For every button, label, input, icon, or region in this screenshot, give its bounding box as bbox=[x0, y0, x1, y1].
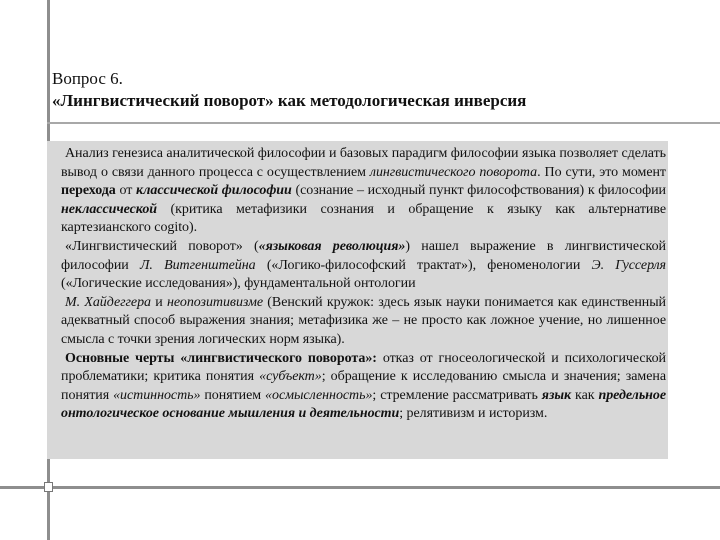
italic-term: «истинность» bbox=[113, 387, 201, 403]
bold-italic-term: неклассической bbox=[61, 201, 158, 217]
text-run: ) нашел выражение в лингвистической философии bbox=[61, 238, 666, 273]
decorative-corner-square bbox=[44, 482, 53, 492]
bold-italic-term: «языковая революция» bbox=[258, 238, 406, 254]
text-run: ; релятивизм и историзм. bbox=[399, 406, 548, 422]
topic-title: «Лингвистический поворот» как методологическая инверсия bbox=[52, 91, 527, 110]
bold-term: Основные черты «лингвистического поворота»: bbox=[65, 350, 377, 366]
italic-term: Э. Гуссерля bbox=[591, 257, 667, 273]
text-run: . По сути, это момент bbox=[537, 164, 666, 180]
slide-title bbox=[52, 68, 526, 112]
italic-term: «субъект» bbox=[259, 369, 322, 385]
bold-term: перехода bbox=[61, 183, 116, 199]
title-underline bbox=[47, 122, 720, 124]
italic-term: лингвистического поворота bbox=[369, 164, 538, 180]
paragraph-3 bbox=[61, 294, 666, 350]
text-run: как bbox=[571, 387, 599, 403]
bold-italic-term: предельное онтологическое основание мышления и деятельности bbox=[61, 387, 667, 422]
bold-italic-term: классической философии bbox=[135, 183, 292, 199]
text-run: («Логические исследования»), фундаментальной онтологии bbox=[61, 276, 416, 292]
paragraph-1 bbox=[61, 145, 666, 238]
text-run: («Логико-философский трактат»), феноменологии bbox=[255, 257, 592, 273]
italic-term: неопозитивизме bbox=[167, 294, 264, 310]
text-run: (сознание – исходный пункт философствования) к философии bbox=[291, 183, 666, 199]
bold-italic-term: язык bbox=[541, 387, 572, 403]
paragraph-4 bbox=[61, 350, 666, 424]
text-run: и bbox=[151, 294, 167, 310]
text-run: понятием bbox=[200, 387, 266, 403]
text-run: (критика метафизики сознания и обращение к языку как альтернативе картезианского cogito). bbox=[61, 201, 666, 236]
italic-term: Л. Витгенштейна bbox=[139, 257, 256, 273]
text-run: отказ от гносеологической и психологической проблематики; критика понятия bbox=[61, 350, 666, 385]
paragraph-2 bbox=[61, 238, 666, 294]
decorative-horizontal-line bbox=[0, 486, 720, 489]
italic-term: М. Хайдеггера bbox=[65, 294, 151, 310]
body-text bbox=[61, 145, 666, 424]
text-run: «Лингвистический поворот» ( bbox=[65, 238, 259, 254]
text-run: (Венский кружок: здесь язык науки понимается как единственный адекватный способ выражения знания; метафизика же – не просто как ложное учение, но лишенное смысла с точки зрения логических норм языка). bbox=[61, 294, 666, 347]
text-run: Анализ генезиса аналитической философии и базовых парадигм философии языка позволяет сделать вывод о связи данного процесса с осуществлением bbox=[61, 146, 666, 180]
italic-term: «осмысленность» bbox=[265, 387, 373, 403]
text-run: ; стремление рассматривать bbox=[372, 387, 542, 403]
question-number: Вопрос 6. bbox=[52, 69, 123, 88]
text-run: от bbox=[115, 183, 136, 199]
text-run: ; обращение к исследованию смысла и значения; замена понятия bbox=[61, 369, 666, 403]
